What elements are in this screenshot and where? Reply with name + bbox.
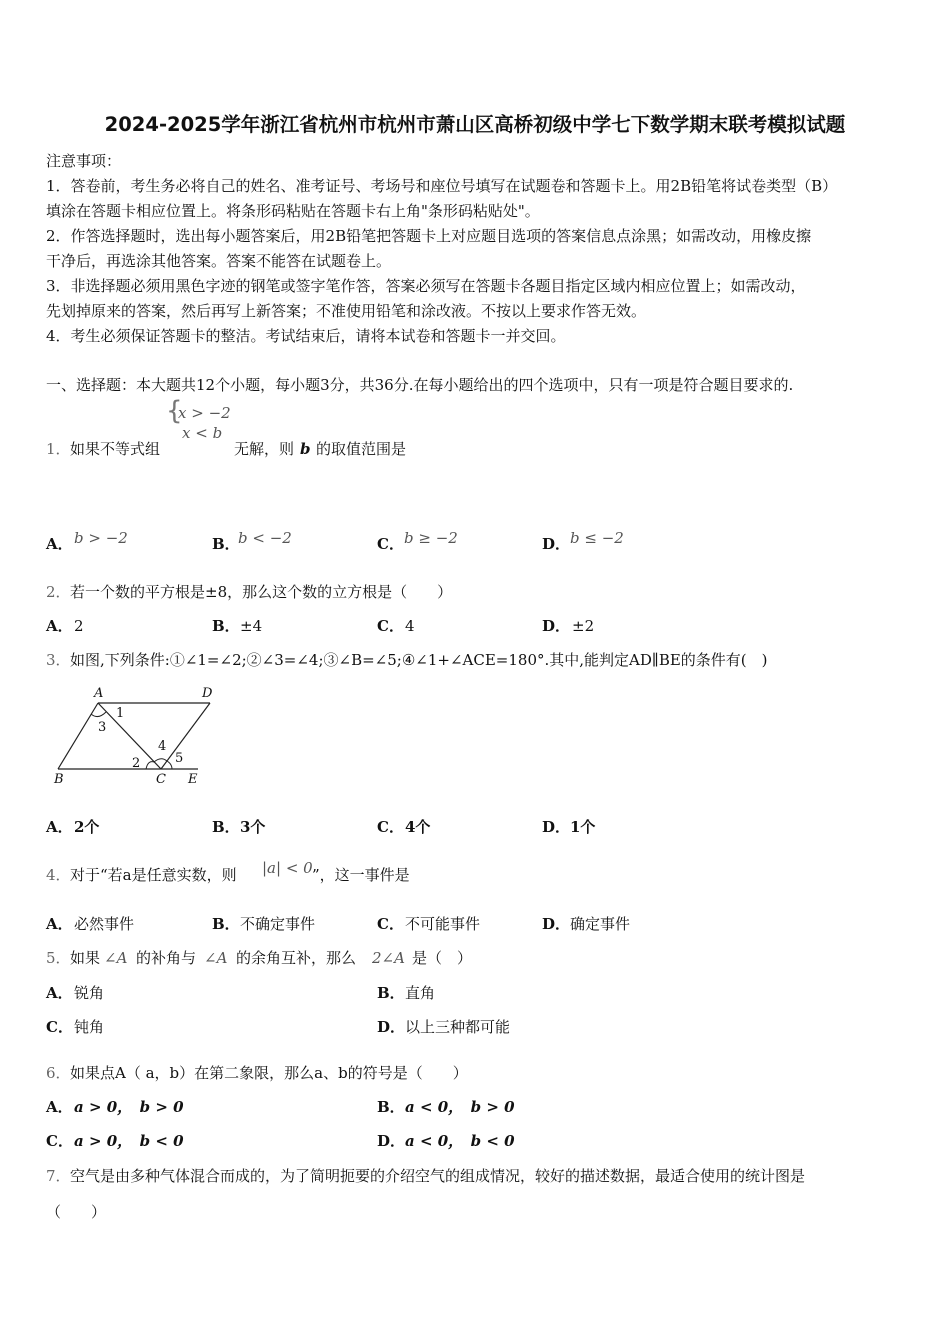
angle-arc <box>154 759 167 762</box>
section-heading: 一、选择题：本大题共12个小题，每小题3分，共36分.在每小题给出的四个选项中，只有一项是符合题目要求的. <box>46 376 794 394</box>
q2-option-d-label[interactable]: D． <box>542 617 571 635</box>
q5-text-d: 是（ ） <box>412 949 473 967</box>
q1-option-a-value: b > −2 <box>74 529 128 547</box>
q4-option-d-value: 确定事件 <box>570 915 631 933</box>
notice-line: 2．作答选择题时，选出每小题答案后，用2B铅笔把答题卡上对应题目选项的答案信息点涂黑；如需改动，用橡皮擦 <box>46 227 812 245</box>
q6-text: 如果点A（ a，b）在第二象限，那么a、b的符号是（ ） <box>70 1064 468 1082</box>
q3-option-a-value: 2个 <box>74 818 100 836</box>
q5-option-b-label[interactable]: B． <box>377 984 405 1002</box>
q4-option-a-label[interactable]: A． <box>46 915 73 933</box>
q6-option-b-label[interactable]: B． <box>377 1098 405 1116</box>
q4-math: |a| < 0 <box>262 859 313 877</box>
q6-option-b-value: a < 0， b > 0 <box>405 1098 515 1116</box>
q6-option-d-label[interactable]: D． <box>377 1132 406 1150</box>
label-c: C <box>156 772 166 787</box>
q5-text-b: 的补角与 <box>136 949 197 967</box>
page-title: 2024-2025学年浙江省杭州市杭州市萧山区高桥初级中学七下数学期末联考模拟试题 <box>104 113 846 136</box>
q2-option-b-value: ±4 <box>240 617 263 635</box>
q5-option-c-value: 钝角 <box>74 1018 105 1036</box>
q2-option-b-label[interactable]: B． <box>212 617 240 635</box>
q4-option-b-label[interactable]: B． <box>212 915 240 933</box>
q1-system-top: x > −2 <box>178 404 231 422</box>
q1-text-a: 如果不等式组 <box>70 440 161 458</box>
q5-option-a-label[interactable]: A． <box>46 984 73 1002</box>
q1-text-b: 无解，则 <box>234 440 295 458</box>
q1-option-d-value: b ≤ −2 <box>570 529 624 547</box>
q5-angle-1: ∠A <box>104 949 128 967</box>
q3-option-d-label[interactable]: D． <box>542 818 571 836</box>
q2-text: 若一个数的平方根是±8，那么这个数的立方根是（ ） <box>70 583 453 601</box>
q1-option-b-value: b < −2 <box>238 529 292 547</box>
notice-line: 干净后，再选涂其他答案。答案不能答在试题卷上。 <box>46 252 392 270</box>
q6-option-c-value: a > 0， b < 0 <box>74 1132 184 1150</box>
q6-option-a-label[interactable]: A． <box>46 1098 73 1116</box>
q1-option-c-value: b ≥ −2 <box>404 529 458 547</box>
line-ac <box>98 703 161 769</box>
q3-option-b-label[interactable]: B． <box>212 818 240 836</box>
q6-option-d-value: a < 0， b < 0 <box>405 1132 515 1150</box>
notice-line: 填涂在答题卡相应位置上。将条形码粘贴在答题卡右上角"条形码粘贴处"。 <box>46 202 540 220</box>
q4-option-c-label[interactable]: C． <box>377 915 404 933</box>
line-ab <box>58 703 98 769</box>
angle-arc <box>167 761 172 769</box>
q5-option-b-value: 直角 <box>405 984 436 1002</box>
q1-number: 1． <box>46 440 71 458</box>
q5-number: 5． <box>46 949 71 967</box>
q6-number: 6． <box>46 1064 71 1082</box>
brace-icon: { <box>166 396 183 426</box>
q5-option-c-label[interactable]: C． <box>46 1018 73 1036</box>
q4-option-a-value: 必然事件 <box>74 915 135 933</box>
q4-text-b: ”，这一事件是 <box>312 866 410 884</box>
q3-number: 3． <box>46 651 71 669</box>
q1-system-bottom: x < b <box>182 424 223 442</box>
notice-line: 4．考生必须保证答题卡的整洁。考试结束后，请将本试卷和答题卡一并交回。 <box>46 327 566 345</box>
q2-option-c-label[interactable]: C． <box>377 617 404 635</box>
q5-option-a-value: 锐角 <box>74 984 105 1002</box>
notice-line: 3．非选择题必须用黑色字迹的钢笔或签字笔作答，答案必须写在答题卡各题目指定区域内相应位置上；如需改动， <box>46 277 806 295</box>
q1-option-b-label[interactable]: B． <box>212 535 240 553</box>
q1-option-a-label[interactable]: A． <box>46 535 73 553</box>
angle-arc <box>91 712 106 717</box>
q4-option-c-value: 不可能事件 <box>405 915 481 933</box>
q1-text-c: 的取值范围是 <box>316 440 407 458</box>
q3-text: 如图,下列条件:①∠1=∠2;②∠3=∠4;③∠B=∠5;④∠1+∠ACE=180°.其中,能判定AD∥BE的条件有( ) <box>70 651 768 669</box>
q5-angle-2: ∠A <box>204 949 228 967</box>
q3-option-c-value: 4个 <box>405 818 431 836</box>
q3-figure <box>48 680 218 790</box>
q2-option-a-label[interactable]: A． <box>46 617 73 635</box>
label-5: 5 <box>175 751 184 766</box>
q1-var: b <box>300 440 311 458</box>
line-dc <box>161 703 210 769</box>
q2-number: 2． <box>46 583 71 601</box>
label-2: 2 <box>132 756 141 771</box>
q3-option-c-label[interactable]: C． <box>377 818 404 836</box>
label-d: D <box>202 686 213 701</box>
q7-number: 7． <box>46 1167 71 1185</box>
label-b: B <box>54 772 64 787</box>
angle-arc <box>146 762 154 769</box>
q7-text: 空气是由多种气体混合而成的，为了简明扼要的介绍空气的组成情况，较好的描述数据，最适合使用的统计图是 <box>70 1167 806 1185</box>
q7-paren: （ ） <box>46 1203 107 1221</box>
q4-option-d-label[interactable]: D． <box>542 915 571 933</box>
q4-option-b-value: 不确定事件 <box>240 915 316 933</box>
q2-option-c-value: 4 <box>405 617 415 635</box>
q5-text-a: 如果 <box>70 949 101 967</box>
q3-option-a-label[interactable]: A． <box>46 818 73 836</box>
q1-option-c-label[interactable]: C． <box>377 535 404 553</box>
label-3: 3 <box>98 720 107 735</box>
label-1: 1 <box>116 706 125 721</box>
q6-option-c-label[interactable]: C． <box>46 1132 73 1150</box>
label-a: A <box>94 686 104 701</box>
notice-line: 先划掉原来的答案，然后再写上新答案；不准使用铅笔和涂改液。不按以上要求作答无效。 <box>46 302 647 320</box>
label-e: E <box>188 772 198 787</box>
q5-option-d-value: 以上三种都可能 <box>405 1018 511 1036</box>
q5-text-c: 的余角互补，那么 <box>236 949 357 967</box>
q5-option-d-label[interactable]: D． <box>377 1018 406 1036</box>
q3-option-b-value: 3个 <box>240 818 266 836</box>
notice-line: 1．答卷前，考生务必将自己的姓名、准考证号、考场号和座位号填写在试题卷和答题卡上。用2B铅笔将试卷类型（B） <box>46 177 838 195</box>
q5-angle-3: 2∠A <box>372 949 405 967</box>
q3-option-d-value: 1个 <box>570 818 596 836</box>
q1-option-d-label[interactable]: D． <box>542 535 571 553</box>
notice-heading: 注意事项： <box>46 152 122 170</box>
label-4: 4 <box>158 739 167 754</box>
q4-text-a: 对于“若a是任意实数，则 <box>70 866 237 884</box>
q6-option-a-value: a > 0， b > 0 <box>74 1098 184 1116</box>
q2-option-a-value: 2 <box>74 617 84 635</box>
q4-number: 4． <box>46 866 71 884</box>
q2-option-d-value: ±2 <box>572 617 595 635</box>
